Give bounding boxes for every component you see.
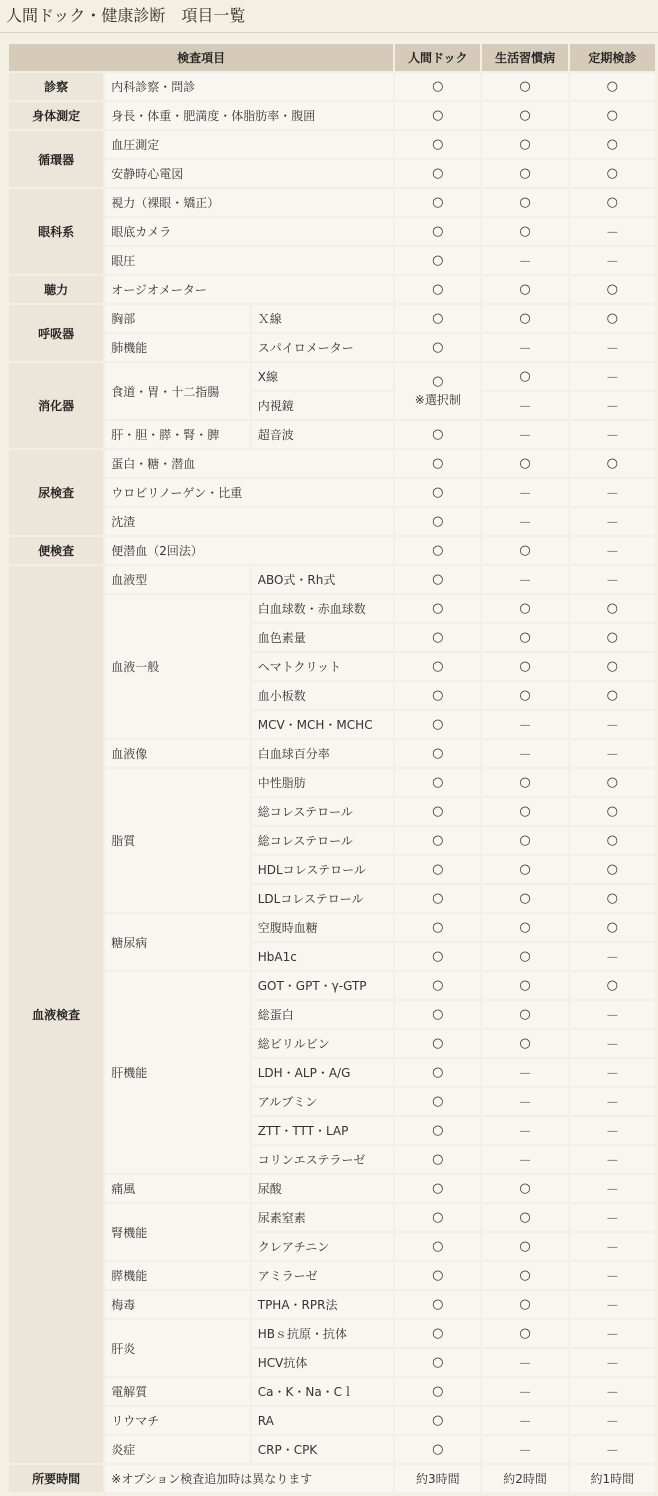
mark-teiki: － <box>570 1001 655 1028</box>
table-row <box>9 1204 655 1231</box>
mark-teiki: ○ <box>570 595 655 622</box>
mark-seikatsu: ○ <box>482 1320 567 1347</box>
mark-ningen-dock: ○ <box>395 508 480 535</box>
table-row <box>9 450 655 477</box>
mark-ningen-dock: ○ <box>395 450 480 477</box>
exam-item: 眼圧 <box>105 247 393 274</box>
header-exam-item: 検査項目 <box>9 44 393 71</box>
sub-category: 血液一般 <box>105 595 249 738</box>
mark-ningen-dock: ○ <box>395 160 480 187</box>
mark-seikatsu: ○ <box>482 537 567 564</box>
exam-item: HCV抗体 <box>252 1349 393 1376</box>
exam-item: LDH・ALP・A/G <box>252 1059 393 1086</box>
table-row <box>9 769 655 796</box>
mark-ningen-dock: ○ <box>395 247 480 274</box>
mark-ningen-dock: ○ <box>395 1146 480 1173</box>
sub-category: 肝機能 <box>105 972 249 1173</box>
mark-teiki: － <box>570 363 655 390</box>
mark-teiki: － <box>570 943 655 970</box>
mark-teiki: ○ <box>570 769 655 796</box>
mark-ningen-dock: ○ <box>395 1349 480 1376</box>
exam-item: 血小板数 <box>252 682 393 709</box>
exam-item: 総コレステロール <box>252 827 393 854</box>
exam-item: X線 <box>252 363 393 390</box>
exam-item: HBｓ抗原・抗体 <box>252 1320 393 1347</box>
duration-ningen-dock: 約3時間 <box>395 1465 480 1492</box>
exam-item: 総コレステロール <box>252 798 393 825</box>
exam-item: LDLコレステロール <box>252 885 393 912</box>
exam-item: オージオメーター <box>105 276 393 303</box>
sub-category: 肺機能 <box>105 334 249 361</box>
mark-teiki: ○ <box>570 160 655 187</box>
mark-seikatsu: ○ <box>482 653 567 680</box>
mark-teiki: ○ <box>570 856 655 883</box>
mark-teiki: ○ <box>570 914 655 941</box>
mark-ningen-dock: ○ <box>395 421 480 448</box>
mark-teiki: ○ <box>570 450 655 477</box>
table-row <box>9 189 655 216</box>
mark-seikatsu: ○ <box>482 160 567 187</box>
mark-teiki: － <box>570 421 655 448</box>
mark-seikatsu: － <box>482 1378 567 1405</box>
mark-ningen-dock: ○ <box>395 1117 480 1144</box>
mark-seikatsu: － <box>482 1088 567 1115</box>
mark-teiki: ○ <box>570 305 655 332</box>
mark-seikatsu: － <box>482 1059 567 1086</box>
table-row <box>9 363 655 390</box>
mark-seikatsu: ○ <box>482 1030 567 1057</box>
exam-item: 沈渣 <box>105 508 393 535</box>
mark-teiki: － <box>570 1320 655 1347</box>
mark-ningen-dock: ○ <box>395 798 480 825</box>
mark-teiki: ○ <box>570 102 655 129</box>
mark-teiki: ○ <box>570 827 655 854</box>
mark-seikatsu: ○ <box>482 131 567 158</box>
exam-item: 総ビリルビン <box>252 1030 393 1057</box>
mark-seikatsu: ○ <box>482 276 567 303</box>
mark-teiki: － <box>570 1436 655 1463</box>
page-title: 人間ドック・健康診断 項目一覧 <box>0 0 658 33</box>
mark-ningen-dock: ○ <box>395 914 480 941</box>
table-row <box>9 1262 655 1289</box>
exam-item: 身長・体重・肥満度・体脂肪率・腹囲 <box>105 102 393 129</box>
mark-teiki: ○ <box>570 624 655 651</box>
sub-category: 脂質 <box>105 769 249 912</box>
mark-ningen-dock: ○ <box>395 1262 480 1289</box>
mark-seikatsu: ○ <box>482 827 567 854</box>
table-row <box>9 1175 655 1202</box>
exam-item: 総蛋白 <box>252 1001 393 1028</box>
mark-seikatsu: ○ <box>482 972 567 999</box>
mark-seikatsu: － <box>482 566 567 593</box>
category-label: 循環器 <box>9 131 103 187</box>
mark-seikatsu: ○ <box>482 885 567 912</box>
table-row <box>9 566 655 593</box>
sub-category: 肝・胆・膵・腎・脾 <box>105 421 249 448</box>
mark-seikatsu: － <box>482 392 567 419</box>
mark-teiki: － <box>570 1146 655 1173</box>
mark-ningen-dock: ○ <box>395 218 480 245</box>
table-row <box>9 131 655 158</box>
mark-seikatsu: ○ <box>482 1291 567 1318</box>
header-ningen-dock: 人間ドック <box>395 44 480 71</box>
exam-item: コリンエステラーゼ <box>252 1146 393 1173</box>
mark-ningen-dock: ○ <box>395 1320 480 1347</box>
exam-item: クレアチニン <box>252 1233 393 1260</box>
mark-ningen-dock: ○ <box>395 537 480 564</box>
mark-ningen-dock: ○ <box>395 276 480 303</box>
sub-category: 肝炎 <box>105 1320 249 1376</box>
sub-category: 電解質 <box>105 1378 249 1405</box>
sub-category: 梅毒 <box>105 1291 249 1318</box>
mark-teiki: － <box>570 508 655 535</box>
mark-ningen-dock: ○ <box>395 1233 480 1260</box>
mark-teiki: ○ <box>570 653 655 680</box>
table-row <box>9 1320 655 1347</box>
table-row <box>9 1407 655 1434</box>
duration-teiki: 約1時間 <box>570 1465 655 1492</box>
mark-ningen-dock: ○ <box>395 595 480 622</box>
mark-seikatsu: － <box>482 1146 567 1173</box>
sub-category: 腎機能 <box>105 1204 249 1260</box>
exam-item: 血色素量 <box>252 624 393 651</box>
exam-items-table <box>7 42 657 1494</box>
sub-category: 胸部 <box>105 305 249 332</box>
exam-item: 血圧測定 <box>105 131 393 158</box>
mark-seikatsu: － <box>482 508 567 535</box>
mark-teiki: － <box>570 334 655 361</box>
mark-seikatsu: ○ <box>482 1204 567 1231</box>
mark-ningen-dock: ○ <box>395 653 480 680</box>
mark-seikatsu: ○ <box>482 1262 567 1289</box>
mark-ningen-dock: ○ <box>395 1407 480 1434</box>
category-label: 呼吸器 <box>9 305 103 361</box>
mark-ningen-dock: ○ <box>395 479 480 506</box>
table-row <box>9 73 655 100</box>
mark-teiki: － <box>570 1407 655 1434</box>
table-row-duration <box>9 1465 655 1492</box>
exam-item: 白血球百分率 <box>252 740 393 767</box>
exam-item: CRP・CPK <box>252 1436 393 1463</box>
mark-teiki: － <box>570 1349 655 1376</box>
table-row <box>9 102 655 129</box>
mark-seikatsu: ○ <box>482 769 567 796</box>
mark-ningen-dock: ○ <box>395 1291 480 1318</box>
mark-teiki: ○ <box>570 682 655 709</box>
selection-note: ※選択制 <box>414 393 461 407</box>
table-row <box>9 479 655 506</box>
mark-seikatsu: － <box>482 1349 567 1376</box>
table-row <box>9 972 655 999</box>
sub-category: 膵機能 <box>105 1262 249 1289</box>
category-label: 診察 <box>9 73 103 100</box>
exam-item: ZTT・TTT・LAP <box>252 1117 393 1144</box>
mark-seikatsu: ○ <box>482 624 567 651</box>
exam-items-table-wrapper <box>7 42 657 1494</box>
table-row <box>9 421 655 448</box>
mark-ningen-dock: ○ <box>395 682 480 709</box>
mark-teiki: － <box>570 537 655 564</box>
category-label: 眼科系 <box>9 189 103 274</box>
mark-seikatsu: ○ <box>482 943 567 970</box>
mark-ningen-dock: ○ <box>395 711 480 738</box>
mark-ningen-dock: ○ <box>395 1378 480 1405</box>
mark-seikatsu: ○ <box>482 73 567 100</box>
sub-category: 血液型 <box>105 566 249 593</box>
mark-teiki: － <box>570 1204 655 1231</box>
table-row <box>9 914 655 941</box>
exam-item: HbA1c <box>252 943 393 970</box>
category-label: 便検査 <box>9 537 103 564</box>
mark-teiki: － <box>570 1262 655 1289</box>
exam-item: 視力（裸眼・矯正） <box>105 189 393 216</box>
mark-seikatsu: － <box>482 479 567 506</box>
mark-seikatsu: － <box>482 740 567 767</box>
table-row <box>9 247 655 274</box>
mark-teiki: ○ <box>570 885 655 912</box>
mark-seikatsu: － <box>482 247 567 274</box>
mark-seikatsu: ○ <box>482 1175 567 1202</box>
mark-ningen-dock: ○ <box>395 943 480 970</box>
exam-item: HDLコレステロール <box>252 856 393 883</box>
mark-teiki: － <box>570 740 655 767</box>
mark-teiki: － <box>570 1233 655 1260</box>
mark-seikatsu: ○ <box>482 218 567 245</box>
mark-ningen-dock: ○ <box>395 885 480 912</box>
mark-seikatsu: ○ <box>482 102 567 129</box>
mark-ningen-dock: ○ <box>395 1030 480 1057</box>
mark-teiki: － <box>570 711 655 738</box>
mark-teiki: － <box>570 1117 655 1144</box>
mark-seikatsu: － <box>482 1436 567 1463</box>
mark-teiki: ○ <box>570 73 655 100</box>
duration-seikatsu: 約2時間 <box>482 1465 567 1492</box>
mark-teiki: － <box>570 247 655 274</box>
exam-item: アミラーゼ <box>252 1262 393 1289</box>
mark-seikatsu: － <box>482 334 567 361</box>
exam-item: Ca・K・Na・Cｌ <box>252 1378 393 1405</box>
exam-item: スパイロメーター <box>252 334 393 361</box>
exam-item: MCV・MCH・MCHC <box>252 711 393 738</box>
exam-item: アルブミン <box>252 1088 393 1115</box>
exam-item: ABO式・Rh式 <box>252 566 393 593</box>
table-row <box>9 740 655 767</box>
mark-seikatsu: ○ <box>482 363 567 390</box>
mark-teiki: － <box>570 1059 655 1086</box>
exam-item: ウロビリノーゲン・比重 <box>105 479 393 506</box>
mark-seikatsu: － <box>482 711 567 738</box>
table-row <box>9 305 655 332</box>
mark-ningen-dock <box>395 363 480 419</box>
mark-teiki: ○ <box>570 131 655 158</box>
category-label: 血液検査 <box>9 566 103 1463</box>
exam-item: Ｘ線 <box>252 305 393 332</box>
exam-item: 尿酸 <box>252 1175 393 1202</box>
table-row <box>9 218 655 245</box>
mark-teiki: － <box>570 218 655 245</box>
category-label: 尿検査 <box>9 450 103 535</box>
mark-teiki: － <box>570 392 655 419</box>
table-row <box>9 276 655 303</box>
mark-teiki: － <box>570 1378 655 1405</box>
exam-item: RA <box>252 1407 393 1434</box>
table-row <box>9 334 655 361</box>
mark-seikatsu: ○ <box>482 856 567 883</box>
header-teiki: 定期検診 <box>570 44 655 71</box>
header-seikatsu: 生活習慣病 <box>482 44 567 71</box>
sub-category: リウマチ <box>105 1407 249 1434</box>
exam-item: 眼底カメラ <box>105 218 393 245</box>
mark-teiki: ○ <box>570 798 655 825</box>
mark-ningen-dock: ○ <box>395 856 480 883</box>
table-row <box>9 1436 655 1463</box>
mark-seikatsu: ○ <box>482 305 567 332</box>
exam-item: 中性脂肪 <box>252 769 393 796</box>
sub-category: 炎症 <box>105 1436 249 1463</box>
table-row <box>9 508 655 535</box>
option-note: ※オプション検査追加時は異なります <box>105 1465 393 1492</box>
exam-item: 蛋白・糖・潜血 <box>105 450 393 477</box>
category-label: 身体測定 <box>9 102 103 129</box>
mark-ningen-dock: ○ <box>395 1436 480 1463</box>
table-row <box>9 160 655 187</box>
mark-symbol: ○ <box>432 374 444 389</box>
mark-teiki: ○ <box>570 189 655 216</box>
mark-seikatsu: － <box>482 421 567 448</box>
mark-ningen-dock: ○ <box>395 769 480 796</box>
table-row <box>9 595 655 622</box>
exam-item: 内科診察・問診 <box>105 73 393 100</box>
header-row <box>9 44 655 71</box>
mark-ningen-dock: ○ <box>395 334 480 361</box>
mark-ningen-dock: ○ <box>395 566 480 593</box>
mark-teiki: ○ <box>570 972 655 999</box>
mark-teiki: － <box>570 1030 655 1057</box>
mark-ningen-dock: ○ <box>395 972 480 999</box>
mark-seikatsu: ○ <box>482 1233 567 1260</box>
mark-ningen-dock: ○ <box>395 102 480 129</box>
mark-seikatsu: ○ <box>482 682 567 709</box>
mark-ningen-dock: ○ <box>395 1088 480 1115</box>
category-label: 所要時間 <box>9 1465 103 1492</box>
mark-seikatsu: ○ <box>482 1001 567 1028</box>
mark-ningen-dock: ○ <box>395 1001 480 1028</box>
exam-item: 超音波 <box>252 421 393 448</box>
exam-item: GOT・GPT・γ-GTP <box>252 972 393 999</box>
category-label: 消化器 <box>9 363 103 448</box>
sub-category: 糖尿病 <box>105 914 249 970</box>
table-row <box>9 1291 655 1318</box>
exam-item: 白血球数・赤血球数 <box>252 595 393 622</box>
mark-ningen-dock: ○ <box>395 1204 480 1231</box>
mark-teiki: － <box>570 1175 655 1202</box>
mark-teiki: － <box>570 479 655 506</box>
mark-seikatsu: － <box>482 1407 567 1434</box>
mark-seikatsu: ○ <box>482 189 567 216</box>
exam-item: 便潜血（2回法） <box>105 537 393 564</box>
exam-item: ヘマトクリット <box>252 653 393 680</box>
exam-item: TPHA・RPR法 <box>252 1291 393 1318</box>
table-row <box>9 1378 655 1405</box>
sub-category: 食道・胃・十二指腸 <box>105 363 249 419</box>
mark-ningen-dock: ○ <box>395 740 480 767</box>
exam-item: 尿素窒素 <box>252 1204 393 1231</box>
mark-teiki: － <box>570 566 655 593</box>
mark-ningen-dock: ○ <box>395 1059 480 1086</box>
mark-seikatsu: － <box>482 1117 567 1144</box>
mark-seikatsu: ○ <box>482 450 567 477</box>
category-label: 聴力 <box>9 276 103 303</box>
exam-item: 安静時心電図 <box>105 160 393 187</box>
sub-category: 血液像 <box>105 740 249 767</box>
mark-ningen-dock: ○ <box>395 189 480 216</box>
mark-teiki: ○ <box>570 276 655 303</box>
mark-seikatsu: ○ <box>482 595 567 622</box>
sub-category: 痛風 <box>105 1175 249 1202</box>
exam-item: 空腹時血糖 <box>252 914 393 941</box>
mark-ningen-dock: ○ <box>395 73 480 100</box>
mark-ningen-dock: ○ <box>395 1175 480 1202</box>
mark-ningen-dock: ○ <box>395 131 480 158</box>
mark-seikatsu: ○ <box>482 914 567 941</box>
mark-teiki: － <box>570 1088 655 1115</box>
mark-ningen-dock: ○ <box>395 624 480 651</box>
table-row <box>9 537 655 564</box>
mark-ningen-dock: ○ <box>395 827 480 854</box>
mark-seikatsu: ○ <box>482 798 567 825</box>
mark-teiki: － <box>570 1291 655 1318</box>
exam-item: 内視鏡 <box>252 392 393 419</box>
mark-ningen-dock: ○ <box>395 305 480 332</box>
